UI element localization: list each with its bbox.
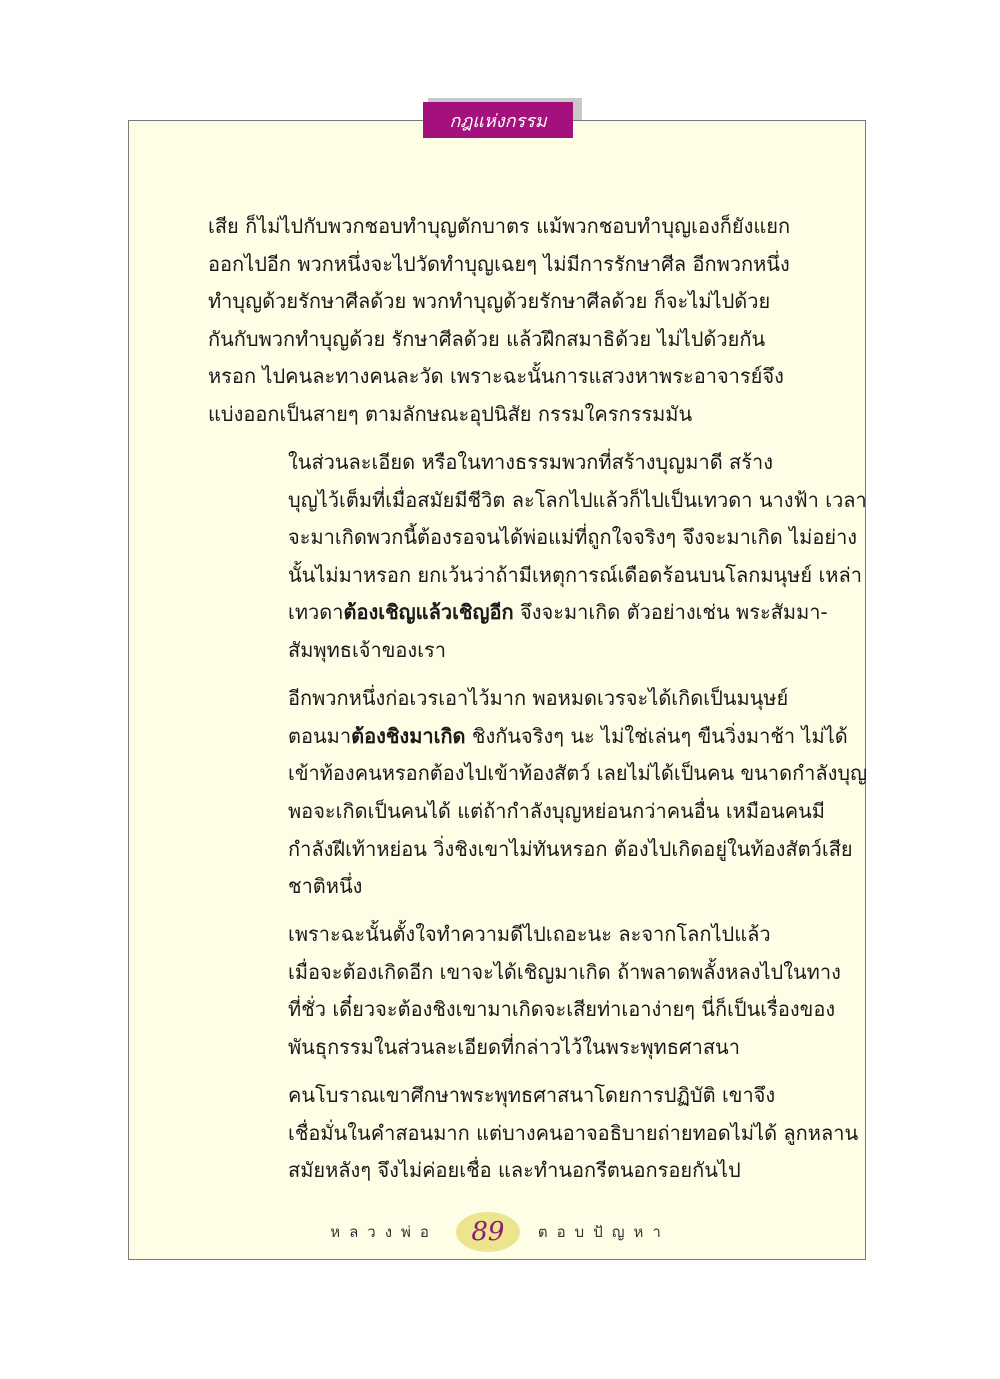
text-run: คนโบราณเขาศึกษาพระพุทธศาสนาโดยการปฏิบัติ เขาจึง (288, 1083, 776, 1108)
text-line (288, 1152, 792, 1190)
text-run: นั้นไม่มาหรอก ยกเว้นว่าถ้ามีเหตุการณ์เดือดร้อนบนโลกมนุษย์ เหล่า (288, 562, 862, 587)
text-line (288, 594, 828, 632)
footer-book-title-left: หลวงพ่อ (330, 1223, 438, 1241)
text-run: แบ่งออกเป็นสายๆ ตามลักษณะอุปนิสัย กรรมใครกรรมมัน (208, 401, 693, 426)
text-run: บุญไว้เต็มที่เมื่อสมัยมีชีวิต ละโลกไปแล้วก็ไปเป็นเทวดา นางฟ้า เวลา (288, 487, 867, 512)
text-run: เชื่อมั่นในคำสอนมาก แต่บางคนอาจอธิบายถ่ายทอดไม่ได้ ลูกหลาน (288, 1120, 859, 1145)
text-line (288, 793, 825, 831)
footer (0, 1210, 1000, 1254)
text-line (208, 396, 792, 434)
text-line (288, 1029, 792, 1067)
text-line (288, 482, 867, 520)
text-line (208, 283, 792, 321)
text-run: ชาติหนึ่ง (288, 874, 363, 899)
paragraph (208, 1077, 859, 1190)
text-line (288, 868, 792, 906)
chapter-title-tab: กฎแห่งกรรม (423, 102, 573, 138)
text-line (288, 444, 792, 482)
text-run: สัมพุทธเจ้าของเรา (288, 638, 447, 663)
text-run: พันธุกรรมในส่วนละเอียดที่กล่าวไว้ในพระพุทธศาสนา (288, 1034, 740, 1059)
page-number: 89 (456, 1212, 520, 1252)
text-run: จึงจะมาเกิด ตัวอย่างเช่น พระสัมมา- (513, 600, 828, 625)
text-run: ชิงกันจริงๆ นะ ไม่ใช่เล่นๆ ขืนวิ่งมาช้า ไม่ได้ (465, 723, 848, 748)
text-line (288, 1077, 792, 1115)
text-line (288, 557, 862, 595)
bold-phrase: ต้องชิงมาเกิด (351, 723, 466, 748)
footer-book-title-right: ตอบปัญหา (537, 1223, 670, 1241)
text-run: เข้าท้องคนหรอกต้องไปเข้าท้องสัตว์ เลยไม่ได้เป็นคน ขนาดกำลังบุญ (288, 761, 868, 786)
text-line (288, 755, 868, 793)
text-run: หรอก ไปคนละทางคนละวัด เพราะฉะนั้นการแสวงหาพระอาจารย์จึง (208, 364, 784, 389)
body-text (208, 208, 868, 1200)
text-run: กำลังฝีเท้าหย่อน วิ่งชิงเขาไม่ทันหรอก ต้องไปเกิดอยู่ในท้องสัตว์เสีย (288, 836, 853, 861)
text-run: อีกพวกหนึ่งก่อเวรเอาไว้มาก พอหมดเวรจะได้เกิดเป็นมนุษย์ (288, 686, 789, 711)
paragraph (208, 680, 868, 906)
text-line (208, 321, 792, 359)
text-run: ออกไปอีก พวกหนึ่งจะไปวัดทำบุญเฉยๆ ไม่มีการรักษาศีล อีกพวกหนึ่ง (208, 251, 790, 276)
bold-phrase: ต้องเชิญแล้วเชิญอีก (343, 600, 514, 625)
text-run: เทวดา (288, 600, 344, 625)
text-run: ในส่วนละเอียด หรือในทางธรรมพวกที่สร้างบุญมาดี สร้าง (288, 450, 773, 475)
text-line (288, 519, 858, 557)
paragraph (208, 208, 792, 434)
text-run: กันกับพวกทำบุญด้วย รักษาศีลด้วย แล้วฝึกสมาธิด้วย ไม่ไปด้วยกัน (208, 326, 766, 351)
text-line (288, 991, 836, 1029)
text-run: ทำบุญด้วยรักษาศีลด้วย พวกทำบุญด้วยรักษาศีลด้วย ก็จะไม่ไปด้วย (208, 289, 771, 314)
text-line (288, 954, 841, 992)
text-run: ที่ชั่ว เดี๋ยวจะต้องชิงเขามาเกิดจะเสียท่าเอาง่ายๆ นี่ก็เป็นเรื่องของ (288, 997, 836, 1022)
text-line (288, 718, 848, 756)
text-run: เพราะฉะนั้นตั้งใจทำความดีไปเถอะนะ ละจากโลกไปแล้ว (288, 922, 771, 947)
text-line (208, 358, 792, 396)
paragraph (208, 444, 867, 670)
text-line (208, 246, 792, 284)
text-line (288, 632, 792, 670)
text-run: เมื่อจะต้องเกิดอีก เขาจะได้เชิญมาเกิด ถ้าพลาดพลั้งหลงไปในทาง (288, 959, 841, 984)
text-run: พอจะเกิดเป็นคนได้ แต่ถ้ากำลังบุญหย่อนกว่าคนอื่น เหมือนคนมี (288, 798, 825, 823)
paragraph (208, 916, 841, 1066)
text-run: เสีย ก็ไม่ไปกับพวกชอบทำบุญตักบาตร แม้พวกชอบทำบุญเองก็ยังแยก (208, 214, 791, 238)
text-line (288, 831, 853, 869)
text-line (288, 680, 792, 718)
text-run: ตอนมา (288, 723, 352, 748)
text-line (288, 916, 792, 954)
text-run: สมัยหลังๆ จึงไม่ค่อยเชื่อ และทำนอกรีตนอกรอยกันไป (288, 1158, 741, 1183)
text-run: จะมาเกิดพวกนี้ต้องรอจนได้พ่อแม่ที่ถูกใจจริงๆ จึงจะมาเกิด ไม่อย่าง (288, 525, 858, 550)
text-line (208, 208, 792, 246)
text-line (288, 1115, 859, 1153)
